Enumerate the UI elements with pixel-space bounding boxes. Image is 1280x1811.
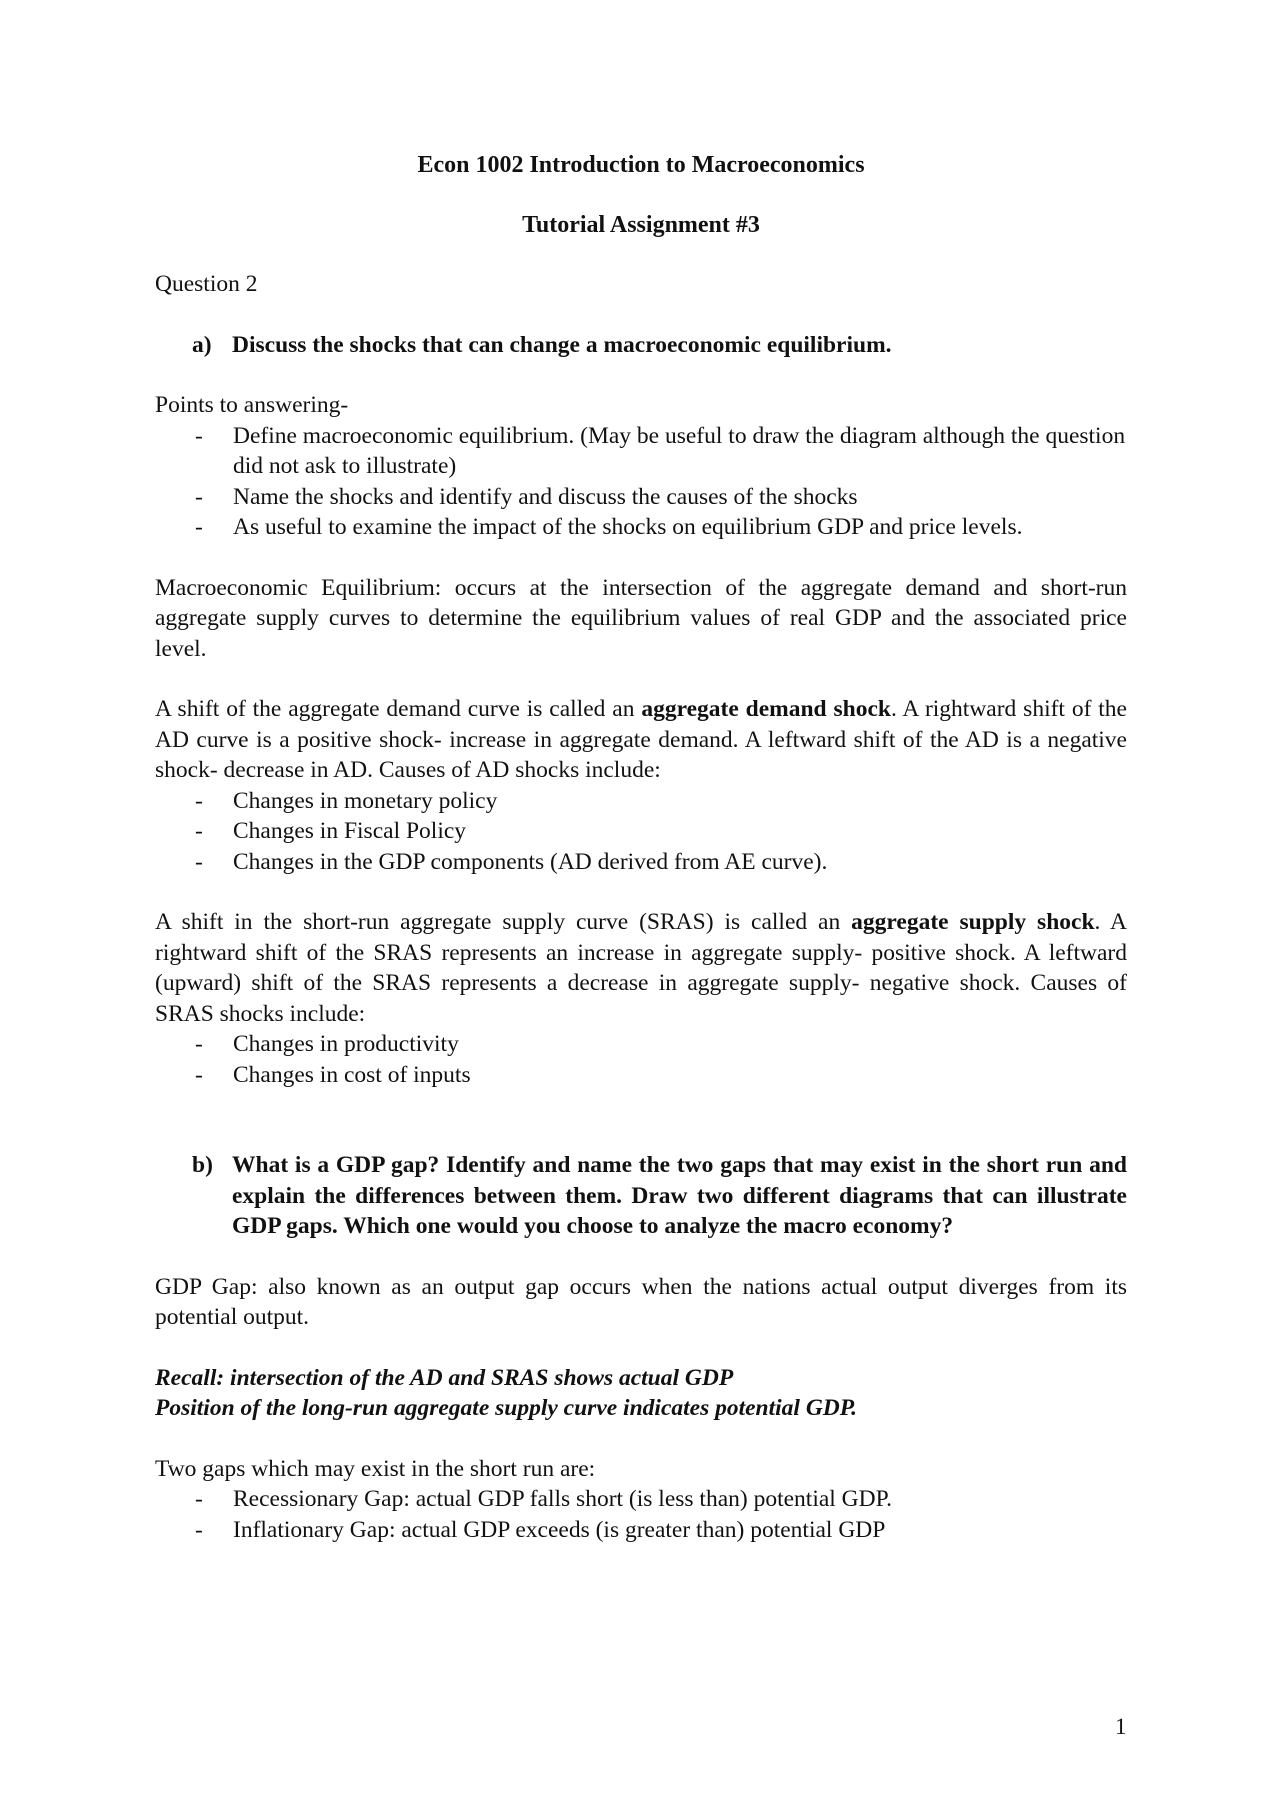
- part-a-question: Discuss the shocks that can change a macroeconomic equilibrium.: [232, 331, 892, 358]
- ad-shock-paragraph: A shift of the aggregate demand curve is called an aggregate demand shock. A rightward shift of the AD curve is a positive shock- increase in aggregate demand. A leftward shift of the AD is a negative shock- decrease in AD. Causes of AD shocks include:: [155, 696, 1127, 783]
- ad-causes-list: [155, 786, 1127, 878]
- ad-shock-term: aggregate demand shock: [641, 696, 891, 722]
- list-item: - Changes in cost of inputs: [195, 1061, 471, 1088]
- question-label: Question 2: [155, 271, 258, 297]
- page-number: 1: [1115, 1714, 1127, 1739]
- list-item: - Changes in productivity: [195, 1031, 459, 1057]
- gaps-list: [155, 1484, 1127, 1545]
- part-a-heading: [155, 330, 1127, 361]
- list-item: - As useful to examine the impact of the shocks on equilibrium GDP and price levels.: [195, 514, 1023, 540]
- recall-line-2: Position of the long-run aggregate supply curve indicates potential GDP.: [155, 1395, 857, 1421]
- list-item: - Name the shocks and identify and discuss the causes of the shocks: [195, 483, 858, 510]
- equilibrium-paragraph: Macroeconomic Equilibrium: occurs at the intersection of the aggregate demand and short-run aggregate supply curves to determine the equilibrium values of real GDP and the associated price level.: [155, 574, 1127, 662]
- points-list: [155, 421, 1127, 543]
- part-b-letter: b): [192, 1152, 213, 1178]
- part-b-question: What is a GDP gap? Identify and name the two gaps that may exist in the short run and explain the differences between them. Draw two different diagrams that can illustrate GDP gaps. Which one would you choose to analyze the macro economy?: [232, 1152, 1127, 1239]
- as-shock-paragraph: A shift in the short-run aggregate supply curve (SRAS) is called an aggregate supply shock. A rightward shift of the SRAS represents an increase in aggregate supply- positive shock. A leftward (upward) shift of the SRAS represents a decrease in aggregate supply- negative shock. Causes of SRAS shocks include:: [155, 909, 1127, 1027]
- as-shock-term: aggregate supply shock: [851, 909, 1095, 935]
- gaps-intro: Two gaps which may exist in the short run are:: [155, 1455, 596, 1482]
- list-item: - Recessionary Gap: actual GDP falls short (is less than) potential GDP.: [195, 1486, 892, 1512]
- list-item: - Inflationary Gap: actual GDP exceeds (is greater than) potential GDP: [195, 1516, 886, 1543]
- document-subtitle: Tutorial Assignment #3: [522, 211, 760, 238]
- recall-line-1: Recall: intersection of the AD and SRAS shows actual GDP: [155, 1364, 734, 1391]
- list-item: - Define macroeconomic equilibrium. (May be useful to draw the diagram although the question did not ask to illustrate): [195, 422, 1126, 479]
- list-item: - Changes in the GDP components (AD derived from AE curve).: [195, 848, 828, 875]
- list-item: - Changes in monetary policy: [195, 787, 498, 814]
- part-b-heading: [155, 1150, 1127, 1242]
- part-a-letter: a): [192, 331, 212, 358]
- list-item: - Changes in Fiscal Policy: [195, 818, 467, 844]
- gdp-gap-definition: GDP Gap: also known as an output gap occurs when the nations actual output diverges from its potential output.: [155, 1273, 1127, 1330]
- as-causes-list: [155, 1029, 1127, 1090]
- document-title: Econ 1002 Introduction to Macroeconomics: [417, 152, 865, 178]
- points-intro: Points to answering-: [155, 392, 349, 418]
